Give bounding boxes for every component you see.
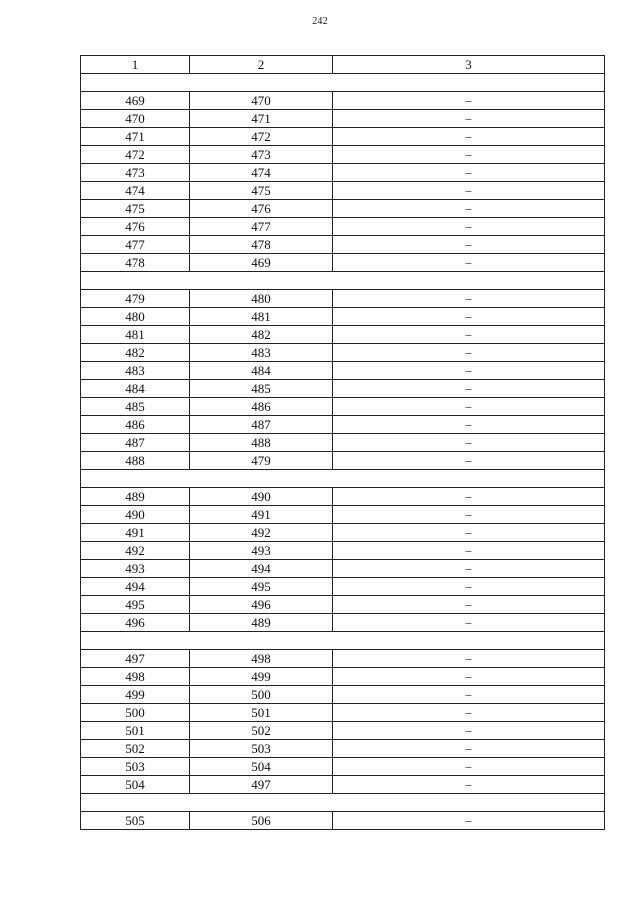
- table-cell-col-2: 492: [190, 524, 333, 542]
- table-cell-col-1: 494: [81, 578, 190, 596]
- table-cell-col-3: –: [333, 326, 605, 344]
- table-cell-col-2: 471: [190, 110, 333, 128]
- table-cell-col-2: 479: [190, 452, 333, 470]
- table-row: [81, 506, 605, 524]
- table-cell-col-2: 470: [190, 92, 333, 110]
- table-cell-col-2: 504: [190, 758, 333, 776]
- table-body: [81, 74, 605, 830]
- table-cell-col-1: 477: [81, 236, 190, 254]
- table-row: [81, 542, 605, 560]
- table-cell-col-3: –: [333, 128, 605, 146]
- table-cell-col-2: 496: [190, 596, 333, 614]
- table-row: [81, 326, 605, 344]
- table-cell-col-2: 484: [190, 362, 333, 380]
- table-row: [81, 344, 605, 362]
- table-cell-col-3: –: [333, 380, 605, 398]
- table-cell-col-3: –: [333, 686, 605, 704]
- table-row: [81, 182, 605, 200]
- table-cell-col-3: –: [333, 560, 605, 578]
- table-row: [81, 236, 605, 254]
- table-cell-col-3: –: [333, 110, 605, 128]
- table-cell-col-2: 490: [190, 488, 333, 506]
- table-cell-col-1: 476: [81, 218, 190, 236]
- table-cell-col-2: 491: [190, 506, 333, 524]
- group-separator-row: [81, 74, 605, 92]
- table-cell-col-2: 478: [190, 236, 333, 254]
- table-cell-col-2: 472: [190, 128, 333, 146]
- group-separator-cell: [81, 272, 605, 290]
- table-cell-col-3: –: [333, 200, 605, 218]
- table-cell-col-1: 472: [81, 146, 190, 164]
- table-row: [81, 380, 605, 398]
- table-cell-col-2: 477: [190, 218, 333, 236]
- table-cell-col-1: 470: [81, 110, 190, 128]
- table-row: [81, 146, 605, 164]
- table-row: [81, 686, 605, 704]
- table-cell-col-2: 475: [190, 182, 333, 200]
- table-cell-col-3: –: [333, 398, 605, 416]
- table-cell-col-1: 484: [81, 380, 190, 398]
- table-row: [81, 524, 605, 542]
- table-cell-col-3: –: [333, 362, 605, 380]
- table-cell-col-1: 471: [81, 128, 190, 146]
- table-cell-col-2: 501: [190, 704, 333, 722]
- table-cell-col-2: 476: [190, 200, 333, 218]
- group-separator-row: [81, 632, 605, 650]
- table-cell-col-2: 503: [190, 740, 333, 758]
- table-cell-col-2: 474: [190, 164, 333, 182]
- table-cell-col-1: 478: [81, 254, 190, 272]
- table-cell-col-1: 474: [81, 182, 190, 200]
- table-cell-col-3: –: [333, 488, 605, 506]
- table-cell-col-3: –: [333, 182, 605, 200]
- table-row: [81, 758, 605, 776]
- table-cell-col-1: 495: [81, 596, 190, 614]
- table-cell-col-3: –: [333, 812, 605, 830]
- table-row: [81, 254, 605, 272]
- table-cell-col-3: –: [333, 776, 605, 794]
- table-cell-col-1: 501: [81, 722, 190, 740]
- table-row: [81, 434, 605, 452]
- table-cell-col-2: 506: [190, 812, 333, 830]
- column-header-1: 1: [81, 56, 190, 74]
- table-cell-col-3: –: [333, 596, 605, 614]
- table-cell-col-1: 499: [81, 686, 190, 704]
- table-row: [81, 218, 605, 236]
- column-header-3: 3: [333, 56, 605, 74]
- table-cell-col-2: 495: [190, 578, 333, 596]
- table-cell-col-3: –: [333, 254, 605, 272]
- table-cell-col-2: 483: [190, 344, 333, 362]
- table-row: [81, 668, 605, 686]
- table-cell-col-2: 481: [190, 308, 333, 326]
- table-cell-col-3: –: [333, 452, 605, 470]
- table-cell-col-1: 483: [81, 362, 190, 380]
- column-header-2: 2: [190, 56, 333, 74]
- table-row: [81, 164, 605, 182]
- table-cell-col-3: –: [333, 524, 605, 542]
- table-cell-col-2: 500: [190, 686, 333, 704]
- table-cell-col-2: 497: [190, 776, 333, 794]
- table-row: [81, 578, 605, 596]
- table-cell-col-2: 502: [190, 722, 333, 740]
- table-cell-col-2: 469: [190, 254, 333, 272]
- table-cell-col-1: 487: [81, 434, 190, 452]
- table-cell-col-1: 490: [81, 506, 190, 524]
- table-cell-col-1: 502: [81, 740, 190, 758]
- table-cell-col-2: 488: [190, 434, 333, 452]
- group-separator-cell: [81, 794, 605, 812]
- group-separator-cell: [81, 74, 605, 92]
- table-row: [81, 290, 605, 308]
- table-cell-col-3: –: [333, 416, 605, 434]
- table-cell-col-3: –: [333, 434, 605, 452]
- table-cell-col-1: 491: [81, 524, 190, 542]
- table-row: [81, 128, 605, 146]
- group-separator-row: [81, 470, 605, 488]
- table-cell-col-1: 493: [81, 560, 190, 578]
- page-number: 242: [312, 16, 328, 27]
- table-cell-col-2: 482: [190, 326, 333, 344]
- data-table: [80, 55, 605, 830]
- table-row: [81, 488, 605, 506]
- table-cell-col-3: –: [333, 758, 605, 776]
- table-cell-col-3: –: [333, 344, 605, 362]
- group-separator-cell: [81, 632, 605, 650]
- table-cell-col-3: –: [333, 614, 605, 632]
- table-cell-col-1: 500: [81, 704, 190, 722]
- table-row: [81, 812, 605, 830]
- table-cell-col-1: 505: [81, 812, 190, 830]
- table-cell-col-3: –: [333, 740, 605, 758]
- table-row: [81, 416, 605, 434]
- table-cell-col-2: 494: [190, 560, 333, 578]
- table-cell-col-1: 492: [81, 542, 190, 560]
- table-cell-col-1: 497: [81, 650, 190, 668]
- group-separator-cell: [81, 470, 605, 488]
- table-row: [81, 452, 605, 470]
- group-separator-row: [81, 794, 605, 812]
- table-row: [81, 560, 605, 578]
- table-cell-col-1: 469: [81, 92, 190, 110]
- table-cell-col-1: 485: [81, 398, 190, 416]
- table-row: [81, 398, 605, 416]
- table-cell-col-1: 489: [81, 488, 190, 506]
- table-cell-col-2: 489: [190, 614, 333, 632]
- table-header: [81, 56, 605, 74]
- table-cell-col-2: 473: [190, 146, 333, 164]
- table-row: [81, 200, 605, 218]
- table-row: [81, 650, 605, 668]
- table-row: [81, 776, 605, 794]
- table-cell-col-3: –: [333, 308, 605, 326]
- table-cell-col-3: –: [333, 722, 605, 740]
- table-cell-col-1: 498: [81, 668, 190, 686]
- table-row: [81, 740, 605, 758]
- table-cell-col-3: –: [333, 92, 605, 110]
- table-row: [81, 308, 605, 326]
- table-cell-col-3: –: [333, 290, 605, 308]
- group-separator-row: [81, 272, 605, 290]
- table-cell-col-3: –: [333, 542, 605, 560]
- table-cell-col-3: –: [333, 650, 605, 668]
- table-cell-col-2: 487: [190, 416, 333, 434]
- table-cell-col-2: 499: [190, 668, 333, 686]
- table-cell-col-2: 480: [190, 290, 333, 308]
- table-cell-col-1: 481: [81, 326, 190, 344]
- table-cell-col-3: –: [333, 506, 605, 524]
- table-row: [81, 92, 605, 110]
- table-row: [81, 614, 605, 632]
- table-cell-col-3: –: [333, 218, 605, 236]
- table-cell-col-3: –: [333, 146, 605, 164]
- table-cell-col-3: –: [333, 704, 605, 722]
- table-row: [81, 596, 605, 614]
- header-row: [81, 56, 605, 74]
- table-cell-col-1: 503: [81, 758, 190, 776]
- table-cell-col-3: –: [333, 164, 605, 182]
- table-cell-col-3: –: [333, 668, 605, 686]
- table-cell-col-2: 493: [190, 542, 333, 560]
- table-cell-col-1: 473: [81, 164, 190, 182]
- table-row: [81, 362, 605, 380]
- table-cell-col-1: 486: [81, 416, 190, 434]
- table-cell-col-2: 498: [190, 650, 333, 668]
- table-row: [81, 722, 605, 740]
- table-cell-col-1: 479: [81, 290, 190, 308]
- table-cell-col-3: –: [333, 236, 605, 254]
- table-cell-col-2: 486: [190, 398, 333, 416]
- table-cell-col-1: 488: [81, 452, 190, 470]
- table-row: [81, 110, 605, 128]
- table-cell-col-1: 504: [81, 776, 190, 794]
- table-cell-col-1: 496: [81, 614, 190, 632]
- table-cell-col-1: 482: [81, 344, 190, 362]
- table-row: [81, 704, 605, 722]
- table-cell-col-1: 475: [81, 200, 190, 218]
- table-cell-col-2: 485: [190, 380, 333, 398]
- table-cell-col-3: –: [333, 578, 605, 596]
- table-cell-col-1: 480: [81, 308, 190, 326]
